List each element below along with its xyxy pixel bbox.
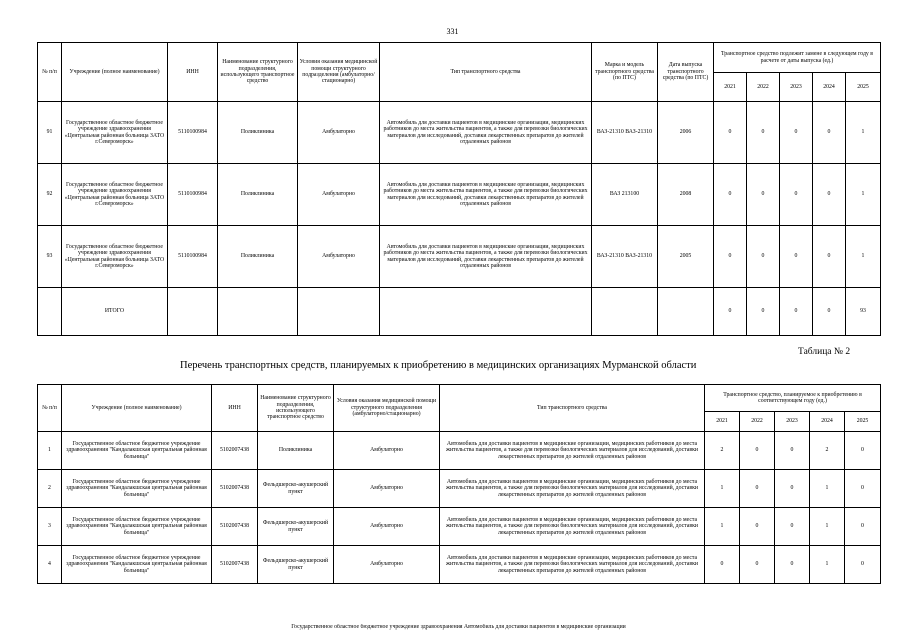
- row-num: 4: [38, 546, 62, 584]
- total-year-value: 0: [813, 288, 846, 336]
- row-conditions: Амбулаторно: [298, 164, 380, 226]
- table-title: Перечень транспортных средств, планируемых к приобретению в медицинских организациях Мурманской области: [180, 360, 697, 371]
- row-unit: Фельдшерско-акушерский пункт: [258, 470, 334, 508]
- row-inn: 5110100984: [168, 102, 218, 164]
- header-year: 2023: [775, 412, 810, 432]
- table-row: [38, 546, 881, 584]
- table-row: [38, 226, 881, 288]
- row-unit: Поликлиника: [218, 102, 298, 164]
- total-label: ИТОГО: [62, 288, 168, 336]
- row-num: 3: [38, 508, 62, 546]
- row-year-value: 0: [780, 226, 813, 288]
- row-conditions: Амбулаторно: [334, 508, 440, 546]
- row-unit: Поликлиника: [218, 164, 298, 226]
- row-conditions: Амбулаторно: [298, 226, 380, 288]
- row-institution: Государственное областное бюджетное учреждение здравоохранения "Кандалакшская центральная районная больница": [62, 546, 212, 584]
- row-year-value: 2: [705, 432, 740, 470]
- row-institution: Государственное областное бюджетное учреждение здравоохранения «Центральная районная больница ЗАТО г.Североморск»: [62, 226, 168, 288]
- row-inn: 5102007438: [212, 432, 258, 470]
- header-institution: Учреждение (полное наименование): [62, 385, 212, 432]
- header-year: 2021: [714, 73, 747, 102]
- row-unit: Поликлиника: [218, 226, 298, 288]
- row-conditions: Амбулаторно: [334, 470, 440, 508]
- row-year-value: 0: [740, 432, 775, 470]
- row-year-value: 0: [813, 102, 846, 164]
- header-institution: Учреждение (полное наименование): [62, 43, 168, 102]
- row-institution: Государственное областное бюджетное учреждение здравоохранения «Центральная районная больница ЗАТО г.Североморск»: [62, 164, 168, 226]
- header-inn: ИНН: [212, 385, 258, 432]
- row-inn: 5102007438: [212, 470, 258, 508]
- row-release-date: 2006: [658, 102, 714, 164]
- header-brand: Марка и модель транспортного средства (по ПТС): [592, 43, 658, 102]
- row-year-value: 0: [813, 226, 846, 288]
- vehicle-purchase-table: [37, 384, 881, 584]
- row-year-value: 0: [747, 164, 780, 226]
- total-year-value: 93: [846, 288, 881, 336]
- total-empty: [380, 288, 592, 336]
- header-num: № п/п: [38, 385, 62, 432]
- row-vehicle-type: Автомобиль для доставки пациентов в медицинские организации, медицинских работников до места жительства пациентов, а также для перевозки биологических материалов для исследований, доставки лекарственных препаратов до жителей отдаленных районов: [440, 508, 705, 546]
- row-year-value: 0: [845, 432, 881, 470]
- row-year-value: 0: [714, 102, 747, 164]
- row-unit: Поликлиника: [258, 432, 334, 470]
- row-conditions: Амбулаторно: [334, 546, 440, 584]
- total-row: [38, 288, 881, 336]
- row-conditions: Амбулаторно: [334, 432, 440, 470]
- header-num: № п/п: [38, 43, 62, 102]
- table-row: [38, 508, 881, 546]
- row-year-value: 1: [705, 508, 740, 546]
- row-year-value: 0: [705, 546, 740, 584]
- row-brand: ВАЗ-21310 ВАЗ-21310: [592, 102, 658, 164]
- row-year-value: 0: [775, 432, 810, 470]
- row-year-value: 0: [775, 546, 810, 584]
- row-year-value: 0: [740, 470, 775, 508]
- row-year-value: 1: [846, 102, 881, 164]
- header-replacement: Транспортное средство подлежит замене в следующем году в расчете от даты выпуска (ед.): [714, 43, 881, 73]
- row-year-value: 0: [845, 470, 881, 508]
- row-year-value: 0: [780, 164, 813, 226]
- row-brand: ВАЗ 213100: [592, 164, 658, 226]
- row-release-date: 2008: [658, 164, 714, 226]
- header-unit: Наименование структурного подразделения, использующего транспортное средство: [218, 43, 298, 102]
- row-inn: 5110100984: [168, 226, 218, 288]
- row-year-value: 1: [705, 470, 740, 508]
- total-year-value: 0: [747, 288, 780, 336]
- header-year: 2021: [705, 412, 740, 432]
- row-num: 1: [38, 432, 62, 470]
- row-unit: Фельдшерско-акушерский пункт: [258, 508, 334, 546]
- row-vehicle-type: Автомобиль для доставки пациентов в медицинские организации, медицинских работников до места жительства пациентов, а также для перевозки биологических материалов для исследований, доставки лекарственных препаратов до жителей отдаленных районов: [440, 470, 705, 508]
- table-row: [38, 432, 881, 470]
- row-year-value: 1: [810, 470, 845, 508]
- header-year: 2025: [846, 73, 881, 102]
- row-year-value: 1: [810, 546, 845, 584]
- row-inn: 5110100984: [168, 164, 218, 226]
- total-empty: [38, 288, 62, 336]
- header-year: 2024: [813, 73, 846, 102]
- header-unit: Наименование структурного подразделения, использующего транспортное средство: [258, 385, 334, 432]
- row-institution: Государственное областное бюджетное учреждение здравоохранения "Кандалакшская центральная районная больница": [62, 432, 212, 470]
- row-num: 2: [38, 470, 62, 508]
- row-num: 93: [38, 226, 62, 288]
- row-vehicle-type: Автомобиль для доставки пациентов в медицинские организации, медицинских работников до места жительства пациентов, а также для перевозки биологических материалов для исследований, доставки лекарственных препаратов до жителей отдаленных районов: [380, 102, 592, 164]
- row-brand: ВАЗ-21310 ВАЗ-21310: [592, 226, 658, 288]
- header-release-date: Дата выпуска транспортного средства (по ПТС): [658, 43, 714, 102]
- header-plan: Транспортное средство, планируемое к приобретению в соответствующем году (ед.): [705, 385, 881, 412]
- header-vehicle-type: Тип транспортного средства: [440, 385, 705, 432]
- row-year-value: 2: [810, 432, 845, 470]
- row-year-value: 0: [747, 102, 780, 164]
- row-institution: Государственное областное бюджетное учреждение здравоохранения "Кандалакшская центральная районная больница": [62, 508, 212, 546]
- header-vehicle-type: Тип транспортного средства: [380, 43, 592, 102]
- header-inn: ИНН: [168, 43, 218, 102]
- row-vehicle-type: Автомобиль для доставки пациентов в медицинские организации, медицинских работников до места жительства пациентов, а также для перевозки биологических материалов для исследований, доставки лекарственных препаратов до жителей отдаленных районов: [440, 546, 705, 584]
- total-empty: [658, 288, 714, 336]
- row-vehicle-type: Автомобиль для доставки пациентов в медицинские организации, медицинских работников до места жительства пациентов, а также для перевозки биологических материалов для исследований, доставки лекарственных препаратов до жителей отдаленных районов: [380, 226, 592, 288]
- table-row: [38, 470, 881, 508]
- row-vehicle-type: Автомобиль для доставки пациентов в медицинские организации, медицинских работников до места жительства пациентов, а также для перевозки биологических материалов для исследований, доставки лекарственных препаратов до жителей отдаленных районов: [380, 164, 592, 226]
- row-year-value: 0: [780, 102, 813, 164]
- vehicle-replacement-table: [37, 42, 881, 336]
- next-row-partial: Государственное областное бюджетное учреждение здравоохранения Автомобиль для доставки пациентов в медицинские организации: [291, 624, 626, 630]
- row-year-value: 0: [740, 546, 775, 584]
- row-inn: 5102007438: [212, 508, 258, 546]
- row-institution: Государственное областное бюджетное учреждение здравоохранения "Кандалакшская центральная районная больница": [62, 470, 212, 508]
- total-empty: [592, 288, 658, 336]
- row-institution: Государственное областное бюджетное учреждение здравоохранения «Центральная районная больница ЗАТО г.Североморск»: [62, 102, 168, 164]
- total-year-value: 0: [714, 288, 747, 336]
- row-year-value: 1: [846, 164, 881, 226]
- row-year-value: 0: [740, 508, 775, 546]
- row-year-value: 0: [747, 226, 780, 288]
- row-year-value: 0: [813, 164, 846, 226]
- header-year: 2023: [780, 73, 813, 102]
- header-year: 2022: [747, 73, 780, 102]
- row-year-value: 0: [714, 164, 747, 226]
- total-empty: [168, 288, 218, 336]
- row-year-value: 0: [775, 470, 810, 508]
- row-year-value: 0: [845, 546, 881, 584]
- row-num: 92: [38, 164, 62, 226]
- row-inn: 5102007438: [212, 546, 258, 584]
- row-year-value: 1: [846, 226, 881, 288]
- header-year: 2025: [845, 412, 881, 432]
- table-number: Таблица № 2: [798, 347, 851, 357]
- row-year-value: 0: [775, 508, 810, 546]
- row-release-date: 2005: [658, 226, 714, 288]
- row-conditions: Амбулаторно: [298, 102, 380, 164]
- row-num: 91: [38, 102, 62, 164]
- header-conditions: Условия оказания медицинской помощи структурного подразделения (амбулаторно/стационарно): [334, 385, 440, 432]
- row-unit: Фельдшерско-акушерский пункт: [258, 546, 334, 584]
- row-vehicle-type: Автомобиль для доставки пациентов в медицинские организации, медицинских работников до места жительства пациентов, а также для перевозки биологических материалов для исследований, доставки лекарственных препаратов до жителей отдаленных районов: [440, 432, 705, 470]
- table-row: [38, 164, 881, 226]
- page-number: 331: [446, 27, 459, 36]
- row-year-value: 0: [714, 226, 747, 288]
- header-year: 2022: [740, 412, 775, 432]
- header-conditions: Условия оказания медицинской помощи структурного подразделения (амбулаторно/ стационарно): [298, 43, 380, 102]
- total-empty: [218, 288, 298, 336]
- total-year-value: 0: [780, 288, 813, 336]
- table-row: [38, 102, 881, 164]
- row-year-value: 1: [810, 508, 845, 546]
- row-year-value: 0: [845, 508, 881, 546]
- header-year: 2024: [810, 412, 845, 432]
- total-empty: [298, 288, 380, 336]
